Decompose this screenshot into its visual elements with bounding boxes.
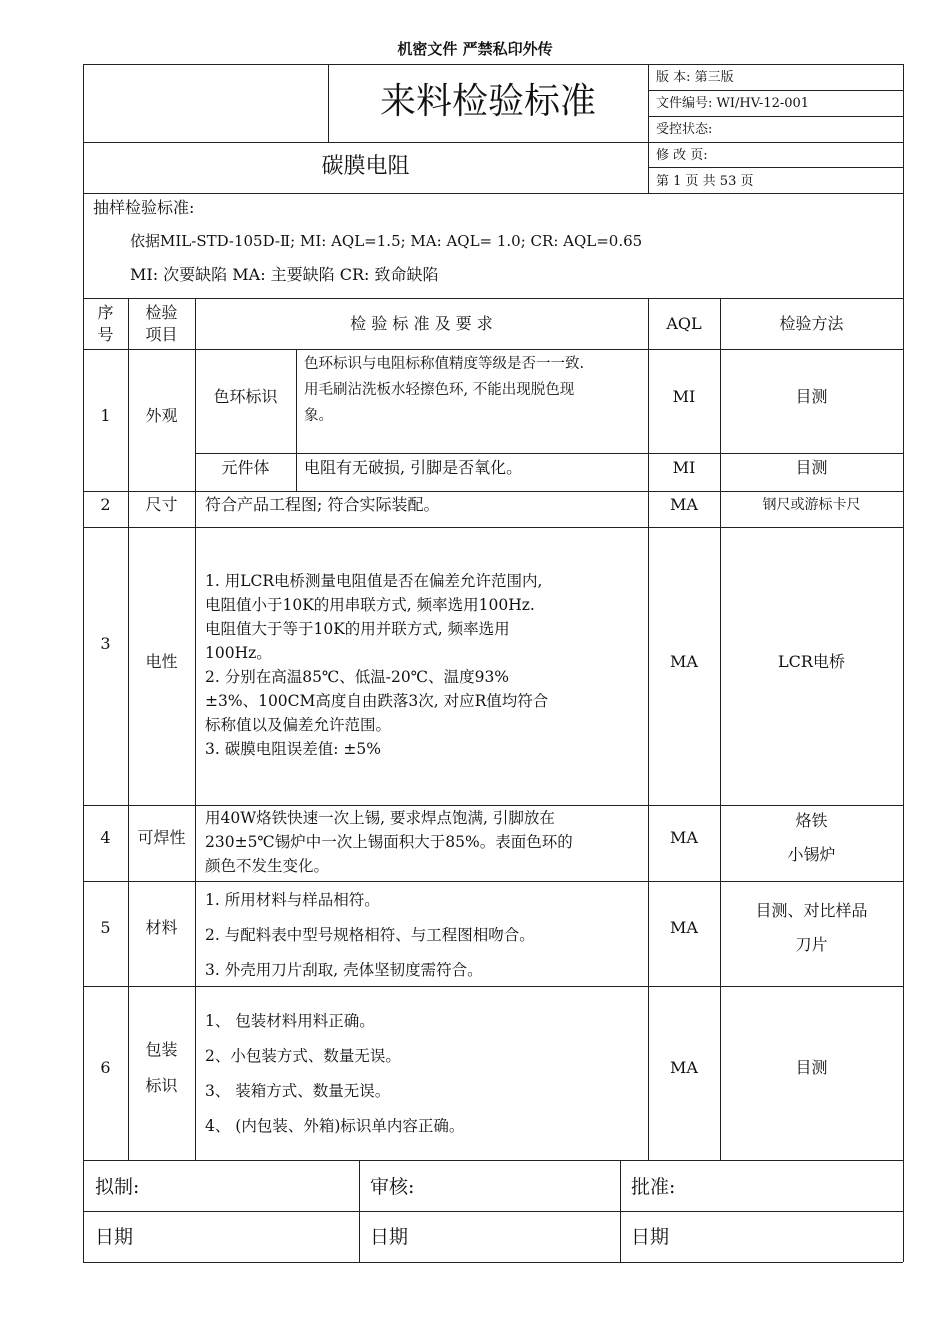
requirement-electrical: 1. 用LCR电桥测量电阻值是否在偏差允许范围内, 电阻值小于10K的用串联方式, 频率选用100Hz. 电阻值大于等于10K的用并联方式, 频率选用 100Hz。 2. 分别在高温85℃、低温-20℃、温度93% ±3%、100CM高度自由跌落3次, 对应R值均符合 标称值以及偏差允许范围。 3. 碳膜电阻误差值: ±5% [205, 572, 549, 758]
header-standard: 检 验 标 准 及 要 求 [350, 314, 493, 333]
row-item: 外观 [145, 406, 178, 425]
requirement-material: 1. 所用材料与样品相符。 2. 与配料表中型号规格相符、与工程图相吻合。 3. 外壳用刀片刮取, 壳体坚韧度需符合。 [205, 891, 535, 979]
method-value: 目测 [795, 387, 828, 406]
version-field: 版 本: 第三版 [656, 70, 734, 85]
method-value: 钢尺或游标卡尺 [762, 497, 861, 513]
header-item-1: 检验 [145, 303, 178, 322]
row-item: 包装 [145, 1040, 178, 1059]
approved-by-label: 批准: [631, 1176, 676, 1198]
sub-item-body: 元件体 [221, 458, 270, 477]
page-count-field: 第 1 页 共 53 页 [656, 174, 754, 189]
row-number: 5 [100, 918, 111, 937]
aql-value: MA [670, 1058, 698, 1077]
row-number: 2 [100, 495, 111, 514]
header-no-1: 序 [97, 303, 114, 322]
method-value: 目测、对比样品 [755, 901, 868, 920]
aql-value: MI [672, 387, 696, 406]
requirement-body: 电阻有无破损, 引脚是否氧化。 [304, 458, 523, 477]
aql-value: MA [670, 918, 698, 937]
aql-value: MA [670, 495, 698, 514]
control-status-field: 受控状态: [656, 122, 713, 137]
row-item: 尺寸 [145, 495, 178, 514]
drafted-date-label: 日期 [95, 1226, 134, 1248]
row-number: 4 [100, 828, 111, 847]
method-value: 目测 [795, 458, 828, 477]
confidential-notice: 机密文件 严禁私印外传 [397, 40, 553, 58]
doc-number-field: 文件编号: WI/HV-12-001 [656, 96, 810, 111]
method-value: 目测 [795, 1058, 828, 1077]
method-value: 烙铁 [795, 811, 828, 830]
row-number: 3 [100, 634, 111, 653]
method-value: LCR电桥 [778, 652, 845, 671]
header-item-2: 项目 [145, 325, 178, 344]
aql-value: MA [670, 652, 698, 671]
requirement-solderability: 用40W烙铁快速一次上锡, 要求焊点饱满, 引脚放在 230±5℃锡炉中一次上锡面积大于85%。表面色环的 颜色不发生变化。 [205, 809, 573, 875]
part-name: 碳膜电阻 [321, 154, 410, 179]
reviewed-by-label: 审核: [370, 1176, 415, 1198]
requirement-text: 符合产品工程图; 符合实际装配。 [205, 495, 440, 514]
sampling-defect-legend: MI: 次要缺陷 MA: 主要缺陷 CR: 致命缺陷 [130, 265, 439, 284]
drafted-by-label: 拟制: [95, 1176, 140, 1198]
row-item: 电性 [145, 652, 178, 671]
sampling-aql-line: 依据MIL-STD-105D-Ⅱ; MI: AQL=1.5; MA: AQL= 1.0; CR: AQL=0.65 [130, 232, 643, 250]
document-title: 来料检验标准 [379, 81, 596, 122]
header-no-2: 号 [97, 325, 114, 344]
row-item: 材料 [145, 918, 178, 937]
sub-item-color-band: 色环标识 [213, 387, 278, 406]
row-item: 可焊性 [137, 828, 186, 847]
aql-value: MA [670, 828, 698, 847]
method-value: 小锡炉 [787, 845, 836, 864]
aql-value: MI [672, 458, 696, 477]
sampling-heading: 抽样检验标准: [93, 198, 195, 217]
method-value: 刀片 [795, 935, 828, 954]
header-aql: AQL [666, 314, 702, 333]
header-method: 检验方法 [779, 314, 844, 333]
row-number: 1 [100, 406, 111, 425]
row-item: 标识 [145, 1076, 178, 1095]
approved-date-label: 日期 [631, 1226, 670, 1248]
row-number: 6 [100, 1058, 111, 1077]
revision-page-field: 修 改 页: [656, 148, 708, 163]
requirement-color-band: 色环标识与电阻标称值精度等级是否一一致. 用毛刷沾洗板水轻擦色环, 不能出现脱色现 象。 [304, 356, 585, 424]
requirement-packaging: 1、 包装材料用料正确。 2、小包装方式、数量无误。 3、 装箱方式、数量无误。 4、 (内包装、外箱)标识单内容正确。 [205, 1012, 465, 1135]
reviewed-date-label: 日期 [370, 1226, 409, 1248]
